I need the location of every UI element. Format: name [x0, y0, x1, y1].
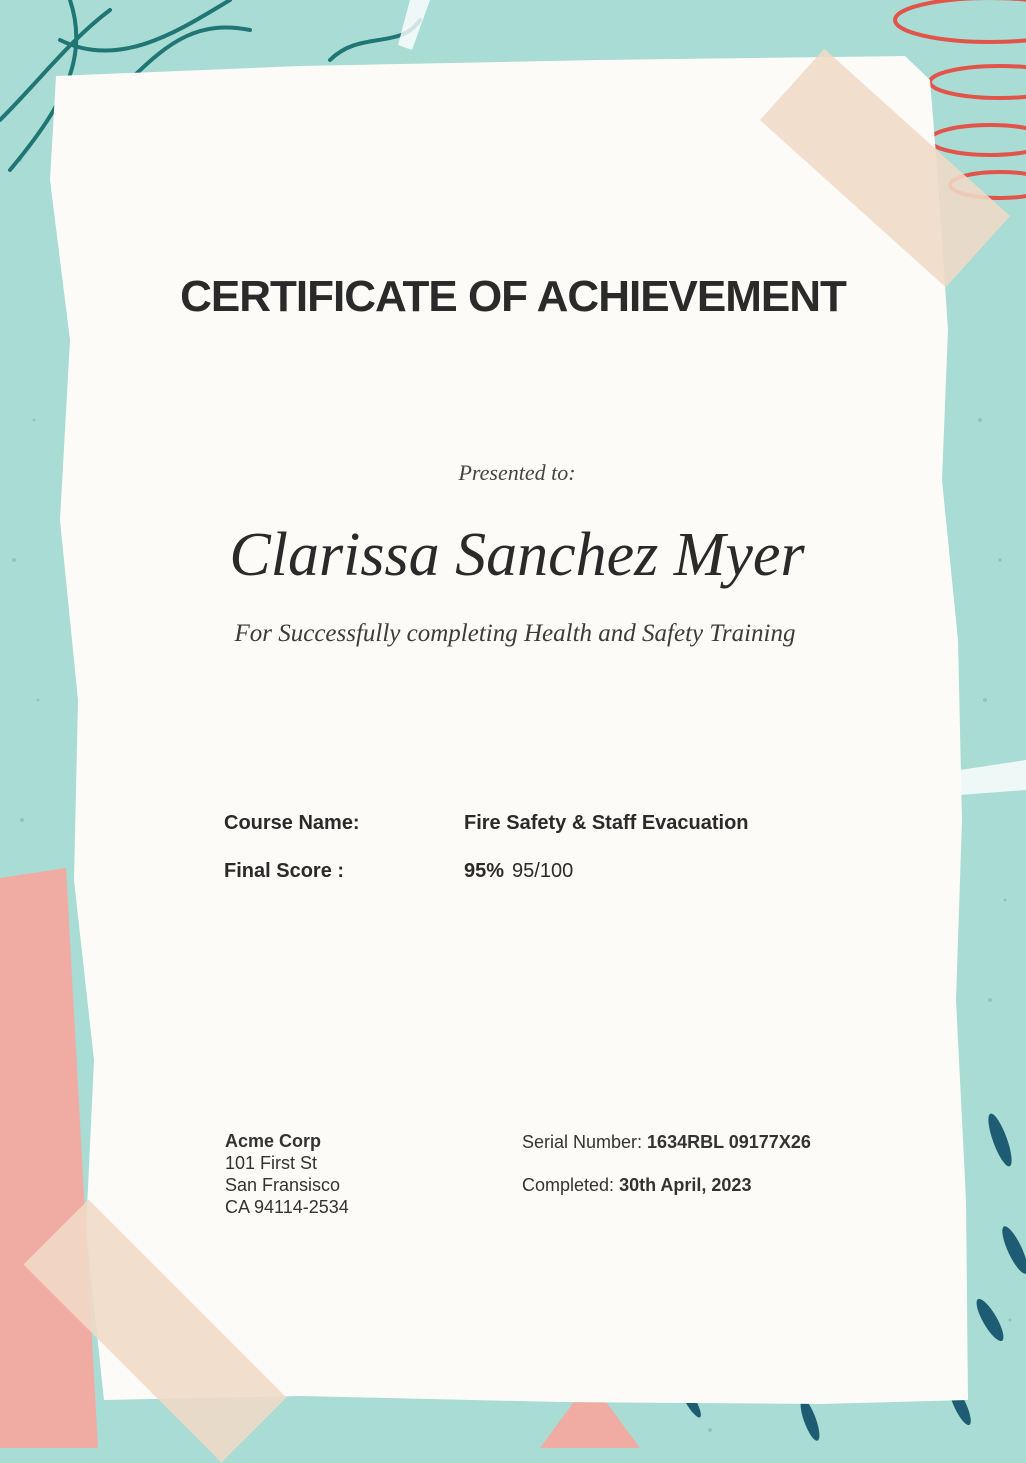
achievement-reason: For Successfully completing Health and Safety Training: [234, 620, 796, 647]
serial-number-label: Serial Number:: [522, 1132, 648, 1152]
issuer-street: 101 First St: [225, 1153, 318, 1173]
completion-date-label: Completed:: [522, 1175, 620, 1195]
course-name-value: Fire Safety & Staff Evacuation: [464, 812, 749, 834]
score-percent: 95%: [464, 860, 505, 882]
final-score-value: [464, 860, 573, 883]
issuer-company: Acme Corp: [225, 1131, 322, 1151]
recipient-name: Clarissa Sanchez Myer: [229, 521, 805, 589]
score-fraction: 95/100: [512, 860, 574, 882]
completion-date-value: 30th April, 2023: [619, 1175, 752, 1195]
issuer-address: [225, 1130, 349, 1218]
completion-date: [522, 1175, 751, 1196]
presented-to-label: Presented to:: [458, 460, 576, 485]
certificate-title: CERTIFICATE OF ACHIEVEMENT: [180, 272, 846, 321]
serial-number: [522, 1132, 811, 1153]
serial-number-value: 1634RBL 09177X26: [647, 1132, 811, 1152]
issuer-region: CA 94114-2534: [225, 1197, 349, 1217]
issuer-city: San Fransisco: [225, 1175, 341, 1195]
course-name-label: Course Name:: [224, 812, 360, 834]
final-score-label: Final Score :: [224, 860, 345, 882]
paper-sheet: [50, 56, 968, 1404]
